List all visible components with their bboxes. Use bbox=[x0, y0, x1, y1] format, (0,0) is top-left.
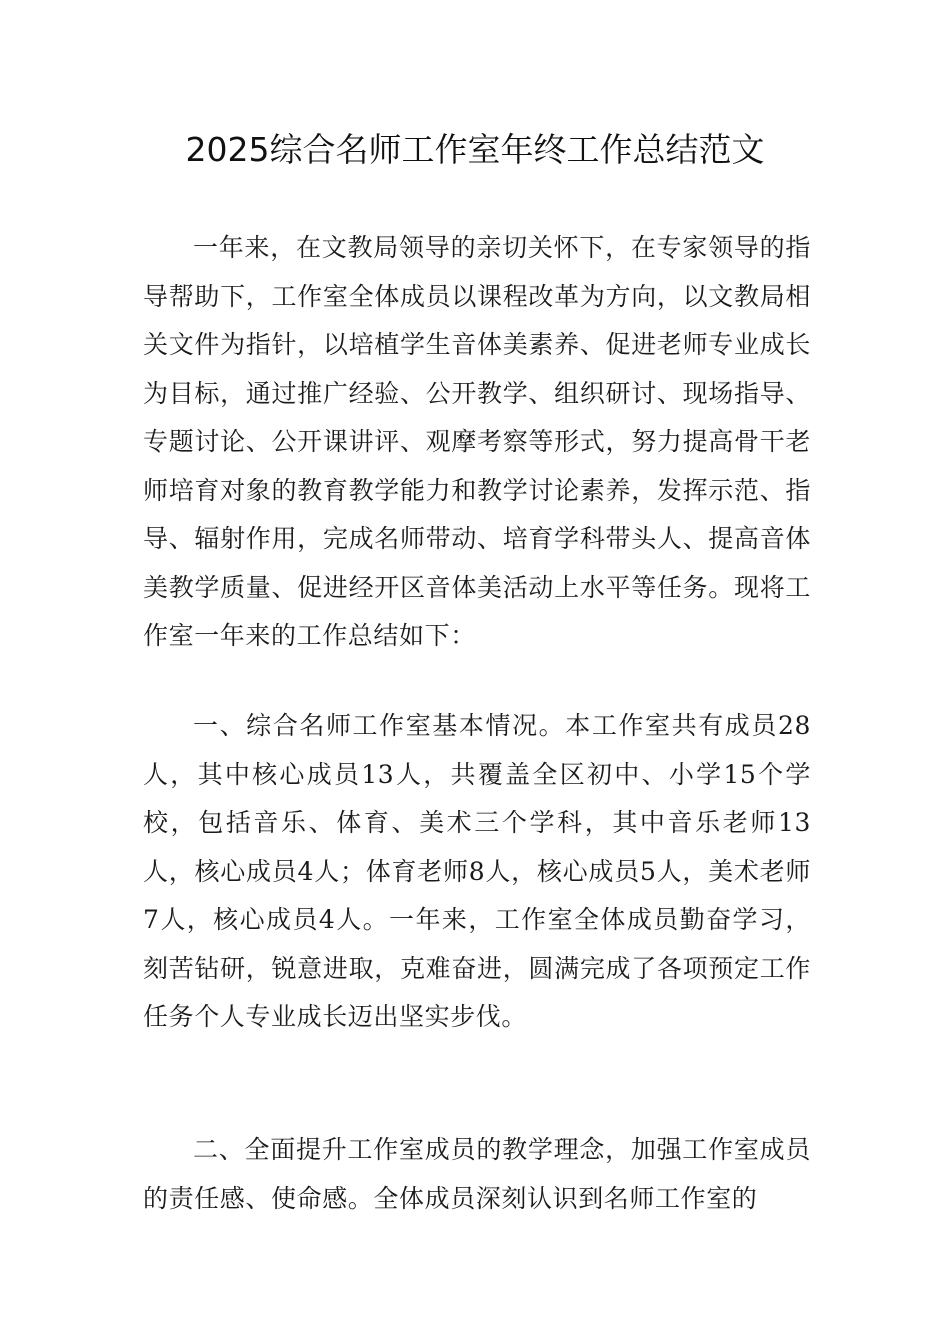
document-title: 2025综合名师工作室年终工作总结范文 bbox=[185, 130, 765, 169]
paragraph-intro: 一年来，在文教局领导的亲切关怀下，在专家领导的指导帮助下，工作室全体成员以课程改革为方向，以文教局相关文件为指针，以培植学生音体美素养、促进老师专业成长为目标，通过推广经验、公开教学、组织研讨、现场指导、专题讨论、公开课讲评、观摩考察等形式，努力提高骨干老师培育对象的教育教学能力和教学讨论素养，发挥示范、指导、辐射作用，完成名师带动、培育学科带头人、提高音体美教学质量、促进经开区音体美活动上水平等任务。现将工作室一年来的工作总结如下： bbox=[143, 233, 811, 650]
paragraph-section-2: 二、全面提升工作室成员的教学理念，加强工作室成员的责任感、使命感。全体成员深刻认识到名师工作室的 bbox=[143, 1135, 811, 1213]
paragraph-section-1: 一、综合名师工作室基本情况。本工作室共有成员28人，其中核心成员13人，共覆盖全区初中、小学15个学校，包括音乐、体育、美术三个学科，其中音乐老师13人，核心成员4人；体育老师8人，核心成员5人，美术老师7人，核心成员4人。一年来，工作室全体成员勤奋学习，刻苦钻研，锐意进取，克难奋进，圆满完成了各项预定工作任务个人专业成长迈出坚实步伐。 bbox=[143, 711, 811, 1031]
